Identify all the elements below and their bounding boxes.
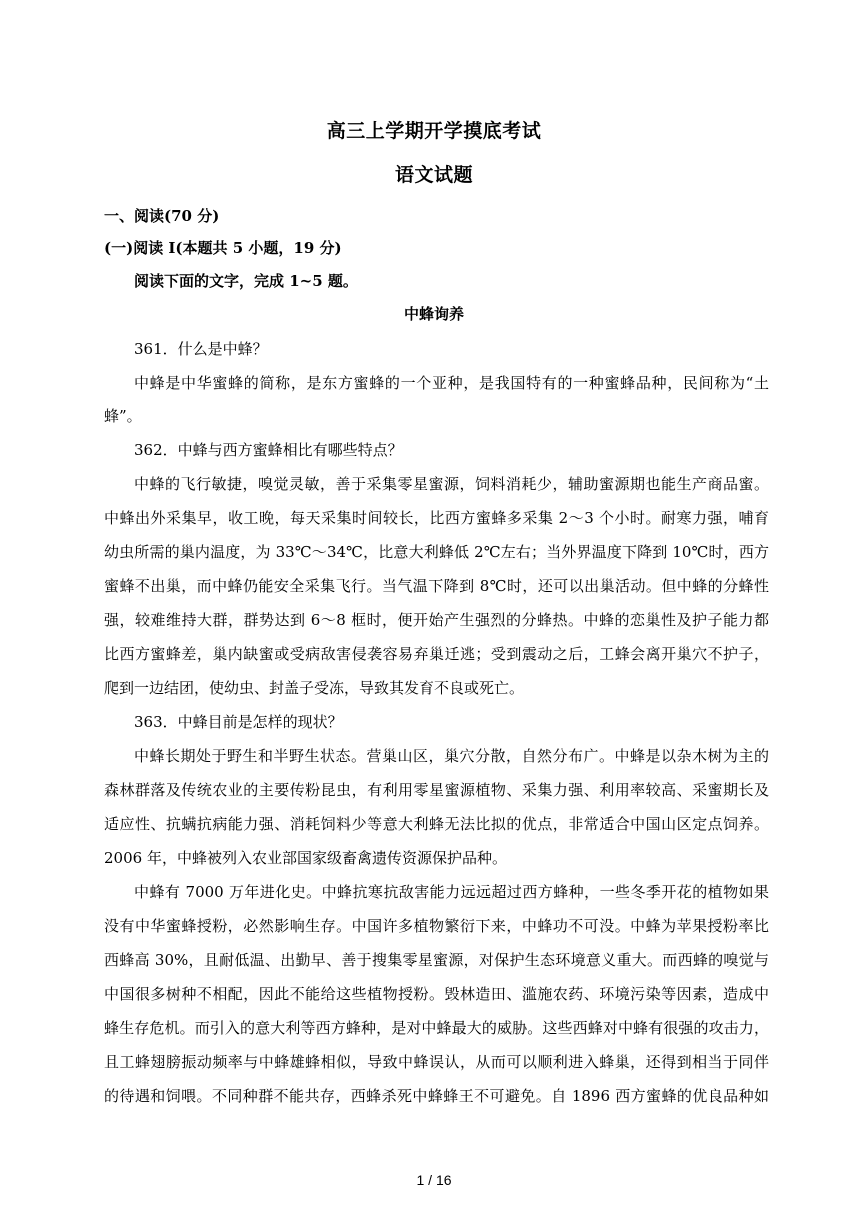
- question-361: 361．什么是中蜂？: [134, 340, 268, 358]
- page-number: 1 / 16: [416, 1172, 452, 1188]
- paragraph-line: 西蜂高 30%，且耐低温、出勤早、善于搜集零星蜜源，对保护生态环境意义重大。而西蜂的嗅觉与: [104, 951, 769, 969]
- exam-subtitle: 语文试题: [394, 164, 473, 186]
- article-title: 中蜂询养: [403, 305, 464, 323]
- paragraph-line: 中蜂是中华蜜蜂的简称，是东方蜜蜂的一个亚种，是我国特有的一种蜜蜂品种，民间称为“土: [134, 374, 769, 392]
- paragraph-line: 没有中华蜜蜂授粉，必然影响生存。中国许多植物繁衍下来，中蜂功不可没。中蜂为苹果授粉率比: [104, 917, 769, 935]
- paragraph-line: 的待遇和饲喂。不同种群不能共存，西蜂杀死中蜂蜂王不可避免。自 1896 西方蜜蜂的优良品种如: [104, 1087, 769, 1105]
- question-362: 362．中蜂与西方蜜蜂相比有哪些特点？: [134, 441, 403, 459]
- paragraph-line: 比西方蜜蜂差，巢内缺蜜或受病敌害侵袭容易弃巢迁逃；受到震动之后，工蜂会离开巢穴不护子，: [104, 645, 769, 663]
- paragraph-line: 蜂生存危机。而引入的意大利等西方蜂种，是对中蜂最大的威胁。这些西蜂对中蜂有很强的攻击力，: [104, 1019, 769, 1037]
- paragraph-line: 幼虫所需的巢内温度，为 33℃～34℃，比意大利蜂低 2℃左右；当外界温度下降到 10℃时，西方: [104, 543, 769, 561]
- subsection-heading: (一)阅读 I(本题共 5 小题，19 分): [104, 239, 342, 257]
- paragraph-line: 强，较难维持大群，群势达到 6～8 框时，便开始产生强烈的分蜂热。中蜂的恋巢性及护子能力都: [104, 611, 769, 629]
- paragraph-line: 爬到一边结团，使幼虫、封盖子受冻，导致其发育不良或死亡。: [104, 679, 525, 697]
- paragraph-line: 森林群落及传统农业的主要传粉昆虫，有利用零星蜜源植物、采集力强、利用率较高、采蜜期长及: [104, 781, 769, 799]
- paragraph-line: 蜜蜂不出巢，而中蜂仍能安全采集飞行。当气温下降到 8℃时，还可以出巢活动。但中蜂的分蜂性: [104, 577, 769, 595]
- paragraph-line: 中蜂出外采集早，收工晚，每天采集时间较长，比西方蜜蜂多采集 2～3 个小时。耐寒力强，哺育: [104, 509, 769, 527]
- exam-title: 高三上学期开学摸底考试: [326, 120, 542, 142]
- paragraph-line: 中蜂有 7000 万年进化史。中蜂抗寒抗敌害能力远远超过西方蜂种，一些冬季开花的植物如果: [134, 883, 769, 901]
- question-363: 363．中蜂目前是怎样的现状？: [134, 713, 343, 731]
- paragraph-line: 中国很多树种不相配，因此不能给这些植物授粉。毁林造田、滥施农药、环境污染等因素，造成中: [104, 985, 769, 1003]
- paragraph-line: 适应性、抗螨抗病能力强、消耗饲料少等意大利蜂无法比拟的优点，非常适合中国山区定点饲养。: [104, 815, 769, 833]
- instruction-text: 阅读下面的文字，完成 1~5 题。: [134, 272, 358, 290]
- section-heading: 一、阅读(70 分): [104, 207, 220, 225]
- paragraph-line: 且工蜂翅膀振动频率与中蜂雄蜂相似，导致中蜂误认，从而可以顺利进入蜂巢，还得到相当于同伴: [104, 1053, 769, 1071]
- paragraph-line: 蜂”。: [104, 407, 142, 425]
- paragraph-line: 中蜂长期处于野生和半野生状态。营巢山区，巢穴分散，自然分布广。中蜂是以杂木树为主的: [134, 747, 769, 765]
- paragraph-line: 2006 年，中蜂被列入农业部国家级畜禽遗传资源保护品种。: [104, 849, 507, 867]
- paragraph-line: 中蜂的飞行敏捷，嗅觉灵敏，善于采集零星蜜源，饲料消耗少，辅助蜜源期也能生产商品蜜。: [134, 475, 769, 493]
